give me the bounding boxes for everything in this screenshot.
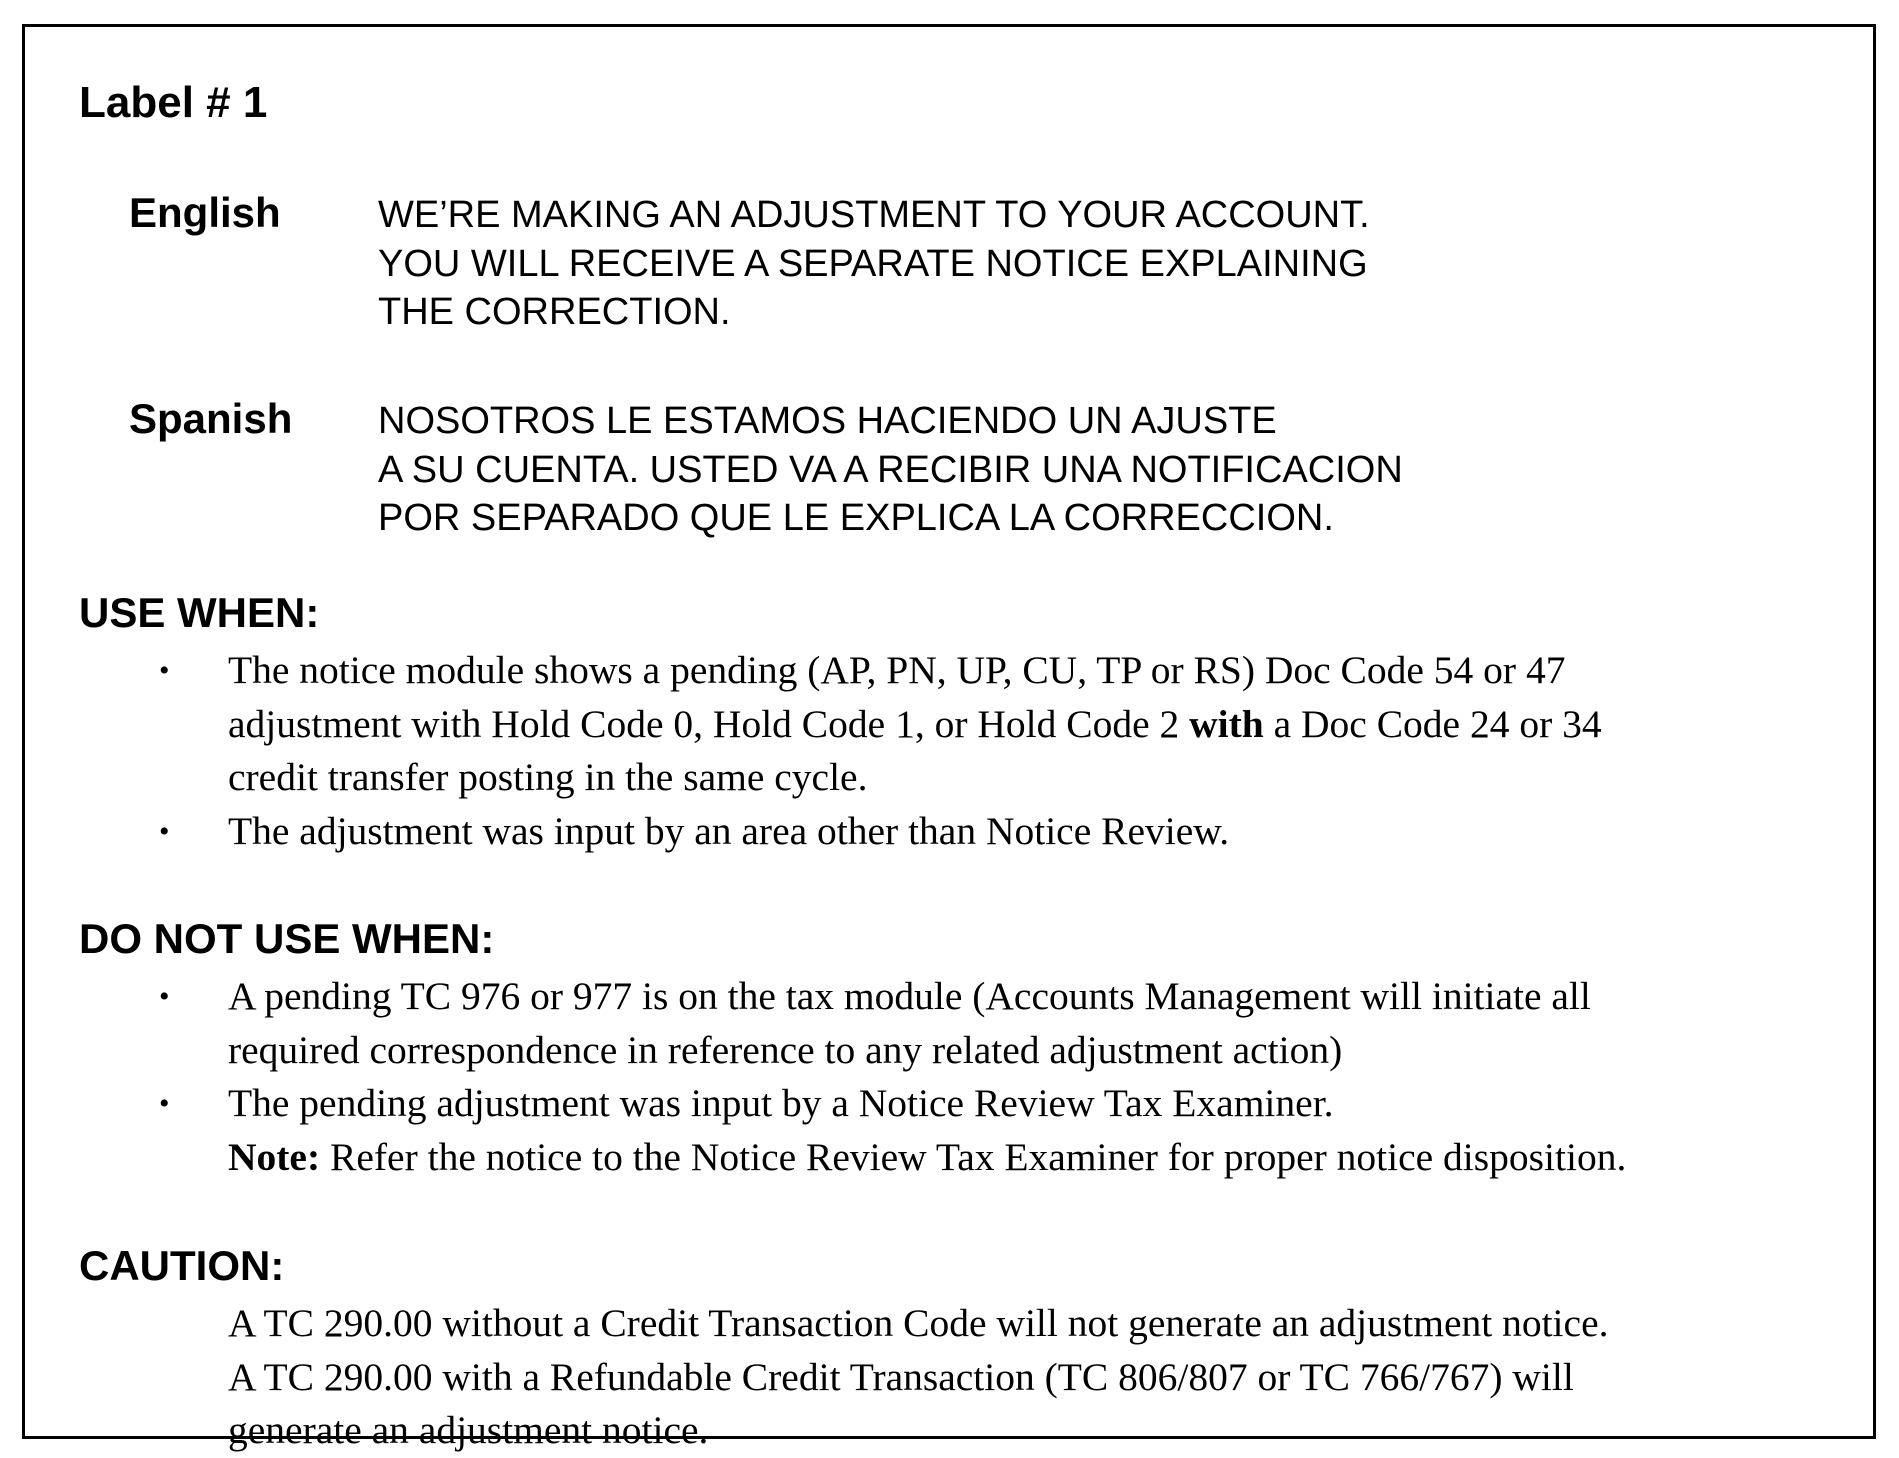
do-not-use-when-list	[25, 970, 1879, 1184]
english-line: THE CORRECTION.	[378, 291, 731, 333]
spanish-line: A SU CUENTA. USTED VA A RECIBIR UNA NOTIFICACION	[378, 448, 1403, 491]
spanish-line: POR SEPARADO QUE LE EXPLICA LA CORRECCION.	[378, 497, 1334, 539]
list-item: • The pending adjustment was input by a Notice Review Tax Examiner. Note: Refer the notice to the Notice Review Tax Examiner for proper notice disposition.	[25, 1077, 1868, 1184]
english-line: YOU WILL RECEIVE A SEPARATE NOTICE EXPLAINING	[378, 242, 1368, 285]
english-line: WE’RE MAKING AN ADJUSTMENT TO YOUR ACCOUNT.	[378, 194, 1370, 236]
english-text	[378, 191, 1370, 337]
use-when-list	[25, 644, 1879, 858]
list-item: • A pending TC 976 or 977 is on the tax module (Accounts Management will initiate all required correspondence in reference to any related adjustment action)	[25, 970, 1868, 1077]
spanish-text	[378, 397, 1403, 543]
caution-line: A TC 290.00 with a Refundable Credit Transaction (TC 806/807 or TC 766/767) will	[228, 1354, 1574, 1399]
caution-line: A TC 290.00 without a Credit Transaction Code will not generate an adjustment notice.	[228, 1301, 1609, 1345]
label-title: Label # 1	[79, 78, 268, 127]
spanish-label: Spanish	[129, 395, 293, 442]
use-when-heading: USE WHEN:	[79, 589, 320, 636]
note: Note: Refer the notice to the Notice Review Tax Examiner for proper notice disposition.	[228, 1134, 1627, 1179]
bullet-icon: •	[159, 980, 170, 1013]
list-item: • The notice module shows a pending (AP, PN, UP, CU, TP or RS) Doc Code 54 or 47 adjustment with Hold Code 0, Hold Code 1, or Hold Code 2 with a Doc Code 24 or 34 credit transfer posting in the same cycle.	[25, 644, 1868, 805]
caution-text	[228, 1297, 1608, 1458]
label-box	[22, 24, 1876, 1452]
english-label: English	[129, 189, 281, 236]
spanish-line: NOSOTROS LE ESTAMOS HACIENDO UN AJUSTE	[378, 400, 1277, 442]
emphasis-with: with	[1189, 701, 1264, 746]
bullet-icon: •	[159, 814, 170, 848]
caution-heading: CAUTION:	[79, 1242, 285, 1289]
caution-line: generate an adjustment notice.	[228, 1408, 709, 1452]
do-not-use-when-heading: DO NOT USE WHEN:	[79, 915, 495, 962]
bullet-icon: •	[159, 1087, 170, 1120]
list-item: • The adjustment was input by an area other than Notice Review.	[25, 805, 1868, 859]
note-label: Note:	[228, 1134, 321, 1179]
bullet-icon: •	[159, 654, 170, 687]
